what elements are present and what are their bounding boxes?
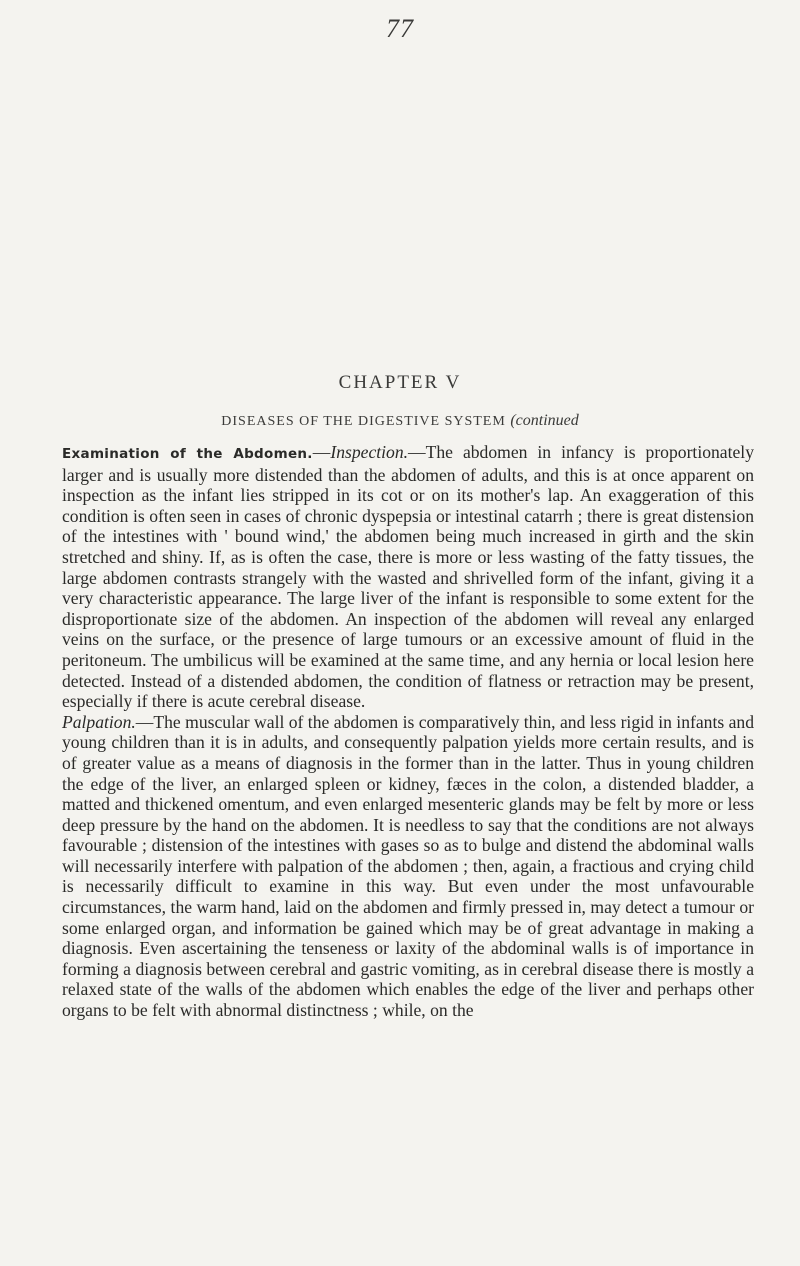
chapter-subtitle xyxy=(0,412,800,430)
chapter-subtitle-text: DISEASES OF THE DIGESTIVE SYSTEM xyxy=(221,414,506,429)
section-heading: Examination of the Abdomen. xyxy=(62,446,313,462)
paragraph-palpation: Palpation.—The muscular wall of the abdomen is comparatively thin, and less rigid in infants and young children than it is in adults, and consequently palpation yields more certain results, and is of greater value as a means of diagnosis in the former than in the latter. Thus in young children the edge of the liver, an enlarged spleen or kidney, fæces in the colon, a distended bladder, a matted and thickened omentum, and even enlarged mesenteric glands may be felt by more or less deep pressure by the hand on the abdomen. It is needless to say that the conditions are not always favourable ; distension of the intestines with gases so as to bulge and distend the abdominal walls will necessarily interfere with palpation of the abdomen ; then, again, a fractious and crying child is necessarily difficult to examine in this way. But even under the most unfavourable circumstances, the warm hand, laid on the abdomen and firmly pressed in, may detect a tumour or some enlarged organ, and information be gained which may be of great advantage in making a diagnosis. Even ascertaining the tenseness or laxity of the abdominal walls is of importance in forming a diagnosis between cerebral and gastric vomiting, as in cerebral disease there is mostly a relaxed state of the walls of the abdomen which enables the edge of the liver and perhaps other organs to be felt with abnormal distinctness ; while, on the xyxy=(62,711,754,1021)
paragraph-inspection: Examination of the Abdomen.—Inspection.—The abdomen in infancy is proportionately larger and is usually more distended than the abdomen of adults, and this is at once apparent on inspection as the infant lies stripped in its cot or on its mother's lap. An exaggeration of this condition is often seen in cases of chronic dyspepsia or intestinal catarrh ; there is great distension of the intestines with ' bound wind,' the abdomen being much increased in girth and the skin stretched and shiny. If, as is often the case, there is more or less wasting of the fatty tissues, the large abdomen contrasts strangely with the wasted and shrivelled form of the infant, giving it a very characteristic appearance. The large liver of the infant is responsible to some extent for the disproportionate size of the abdomen. An inspection of the abdomen will reveal any enlarged veins on the surface, or the presence of large tumours or an excessive amount of fluid in the peritoneum. The umbilicus will be examined at the same time, and any hernia or local lesion here detected. Instead of a distended abdomen, the condition of flatness or retraction may be present, especially if there is acute cerebral disease. xyxy=(62,442,754,712)
subheading-inspection: Inspection. xyxy=(330,442,409,462)
subheading-palpation: Palpation. xyxy=(62,711,136,732)
paragraph-text: The abdomen in infancy is proportionately larger and is usually more distended than the abdomen of adults, and this is at once apparent on inspection as the infant lies stripped in its cot or on its mother's lap. An exaggeration of this condition is often seen in cases of chronic dyspepsia or intestinal catarrh ; there is great distension of the intestines with ' bound wind,' the abdomen being much increased in girth and the skin stretched and shiny. If, as is often the case, there is more or less wasting of the fatty tissues, the large abdomen contrasts strangely with the wasted and shrivelled form of the infant, giving it a very characteristic appearance. The large liver of the infant is responsible to some extent for the disproportionate size of the abdomen. An inspection of the abdomen will reveal any enlarged veins on the surface, or the presence of large tumours or an excessive amount of fluid in the peritoneum. The umbilicus will be examined at the same time, and any hernia or local lesion here detected. Instead of a distended abdomen, the condition of flatness or retraction may be present, especially if there is acute cerebral disease. xyxy=(62,442,754,712)
paragraph-text: The muscular wall of the abdomen is comparatively thin, and less rigid in infants and young children than it is in adults, and consequently palpation yields more certain results, and is of greater value as a means of diagnosis in the former than in the latter. Thus in young children the edge of the liver, an enlarged spleen or kidney, fæces in the colon, a distended bladder, a matted and thickened omentum, and even enlarged mesenteric glands may be felt by more or less deep pressure by the hand on the abdomen. It is needless to say that the conditions are not always favourable ; distension of the intestines with gases so as to bulge and distend the abdominal walls will necessarily interfere with palpation of the abdomen ; then, again, a fractious and crying child is necessarily difficult to examine in this way. But even under the most unfavourable circumstances, the warm hand, laid on the abdomen and firmly pressed in, may detect a tumour or some enlarged organ, and information be gained which may be of great advantage in making a diagnosis. Even ascertaining the tenseness or laxity of the abdominal walls is of importance in forming a diagnosis between cerebral and gastric vomiting, as in cerebral disease there is mostly a relaxed state of the walls of the abdomen which enables the edge of the liver and perhaps other organs to be felt with abnormal distinctness ; while, on the xyxy=(62,711,754,1021)
chapter-subtitle-continued: (continued xyxy=(510,412,579,429)
body-text xyxy=(62,442,754,1021)
page-number: 77 xyxy=(386,14,414,43)
chapter-title: CHAPTER V xyxy=(338,372,462,393)
